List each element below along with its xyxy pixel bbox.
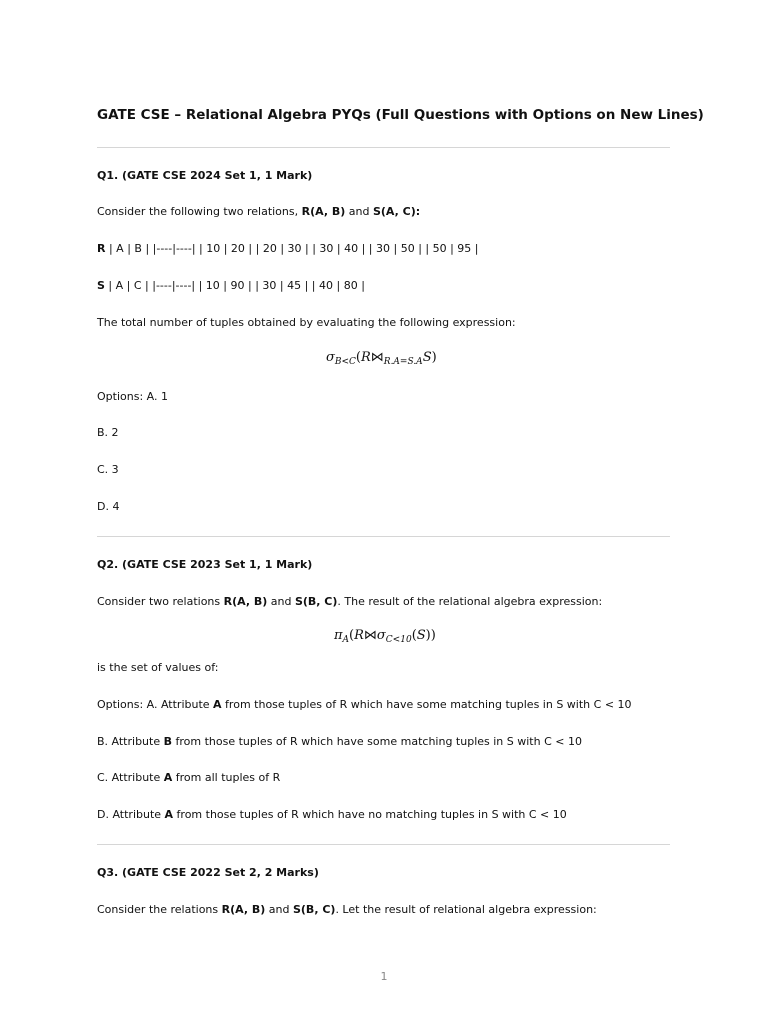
q2-option-b [97, 734, 582, 750]
q1-s-table [97, 278, 365, 294]
q1-expression [326, 350, 437, 367]
relation-s: S [416, 628, 426, 643]
q2-intro [97, 594, 602, 610]
q1-question: The total number of tuples obtained by evaluating the following expression: [97, 316, 516, 329]
option-attribute: A [163, 771, 173, 784]
q1-option-a: Options: A. 1 [97, 390, 168, 403]
q2-heading: Q2. (GATE CSE 2023 Set 1, 1 Mark) [97, 558, 313, 571]
q2-relation-r: R(A, B) [223, 595, 268, 608]
option-prefix: B. Attribute [97, 735, 164, 748]
q1-relation-r: R(A, B) [301, 205, 346, 218]
divider [97, 536, 670, 537]
document-title: GATE CSE – Relational Algebra PYQs (Full Questions with Options on New Lines) [97, 107, 704, 123]
paren-close: )) [425, 628, 436, 643]
join-symbol: ⋈ [370, 350, 384, 365]
pi-symbol: π [334, 628, 343, 643]
q2-intro-tail: . The result of the relational algebra expression: [337, 595, 603, 608]
sigma-symbol: σ [376, 628, 386, 643]
q1-option-c: C. 3 [97, 463, 119, 476]
q3-intro-text: Consider the relations [97, 903, 222, 916]
join-symbol: ⋈ [363, 628, 377, 643]
q1-s-rows: | A | C | |----|----| | 10 | 90 | | 30 | 45 | | 40 | 80 | [104, 279, 365, 292]
paren-open: ( [355, 350, 361, 365]
option-text: from those tuples of R which have no matching tuples in S with C < 10 [173, 808, 567, 821]
option-text: from those tuples of R which have some matching tuples in S with C < 10 [172, 735, 582, 748]
pi-attribute: A [342, 635, 350, 645]
q2-intro-text: Consider two relations [97, 595, 224, 608]
q2-option-d [97, 807, 567, 823]
q1-relation-s: S(A, C): [372, 205, 421, 218]
q2-intro-and: and [267, 595, 295, 608]
q1-option-b: B. 2 [97, 426, 119, 439]
paren-close: ) [431, 350, 437, 365]
page-number: 1 [380, 970, 388, 983]
q3-heading: Q3. (GATE CSE 2022 Set 2, 2 Marks) [97, 866, 319, 879]
option-attribute: B [163, 735, 172, 748]
q3-relation-s: S(B, C) [292, 903, 336, 916]
sigma-condition: C<10 [385, 635, 412, 645]
sigma-symbol: σ [326, 350, 335, 365]
option-prefix: D. Attribute [97, 808, 165, 821]
q1-r-rows: | A | B | |----|----| | 10 | 20 | | 20 | 30 | | 30 | 40 | | 30 | 50 | | 50 | 95 | [105, 242, 479, 255]
q2-after: is the set of values of: [97, 661, 219, 674]
q2-expression [334, 628, 436, 645]
q1-r-name: R [97, 242, 106, 255]
option-attribute: A [213, 698, 222, 711]
q1-intro [97, 204, 420, 220]
option-attribute: A [164, 808, 174, 821]
q1-r-table [97, 241, 479, 257]
q1-heading: Q1. (GATE CSE 2024 Set 1, 1 Mark) [97, 169, 313, 182]
q1-intro-text: Consider the following two relations, [97, 205, 302, 218]
q2-option-c [97, 770, 280, 786]
relation-r: R [361, 350, 371, 365]
q2-option-a [97, 697, 632, 713]
q3-relation-r: R(A, B) [221, 903, 266, 916]
paren-open: ( [411, 628, 417, 643]
sigma-condition: B<C [334, 357, 356, 367]
q3-intro-tail: . Let the result of relational algebra expression: [335, 903, 597, 916]
option-prefix: C. Attribute [97, 771, 164, 784]
divider [97, 844, 670, 845]
q1-s-name: S [97, 279, 105, 292]
paren-open: ( [349, 628, 355, 643]
relation-s: S [422, 350, 432, 365]
q1-option-d: D. 4 [97, 500, 120, 513]
relation-r: R [354, 628, 364, 643]
q3-intro [97, 902, 597, 918]
join-condition: R.A=S.A [383, 357, 423, 367]
option-text: from those tuples of R which have some matching tuples in S with C < 10 [221, 698, 632, 711]
divider [97, 147, 670, 148]
option-text: from all tuples of R [172, 771, 281, 784]
option-prefix: Options: A. Attribute [97, 698, 214, 711]
q2-relation-s: S(B, C) [294, 595, 338, 608]
q1-intro-and: and [345, 205, 373, 218]
q3-intro-and: and [265, 903, 293, 916]
